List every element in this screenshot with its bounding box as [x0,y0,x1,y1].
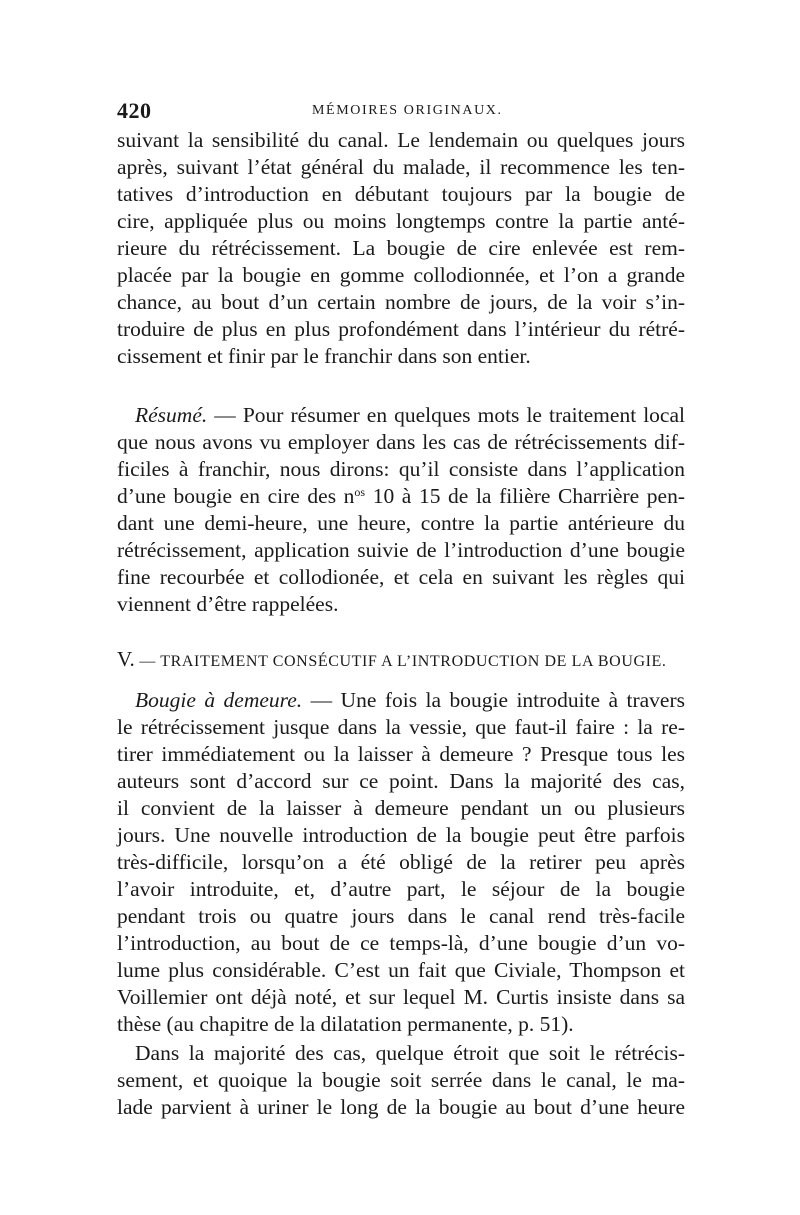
text-line: lume plus considérable. C’est un fait que Civiale, Thompson et [117,958,685,982]
page-number: 420 [117,98,152,123]
text-line: sement, et quoique la bougie soit serrée dans le canal, le ma- [117,1068,685,1092]
text-line: cire, appliquée plus ou moins longtemps contre la partie anté- [117,209,685,233]
text-line: viennent d’être rappelées. [117,592,339,616]
text-line: l’avoir introduite, et, d’autre part, le séjour de la bougie [117,877,685,901]
text-line: l’introduction, au bout de ce temps-là, d’une bougie d’un vo- [117,931,685,955]
section-numeral: V. [117,647,135,671]
text-line: lade parvient à uriner le long de la bougie au bout d’une heure [117,1095,685,1119]
text-span: — Une fois la bougie introduite à travers [302,688,685,712]
section-title: TRAITEMENT CONSÉCUTIF A L’INTRODUCTION DE LA BOUGIE. [160,653,667,670]
text-line: rétrécissement, application suivie de l’introduction d’une bougie [117,538,685,562]
text-line: cissement et finir par le franchir dans son entier. [117,344,531,368]
text-line [135,687,685,714]
text-line: troduire de plus en plus profondément dans l’intérieur du rétré- [117,317,685,341]
paragraph-label: Bougie à demeure. [135,688,303,712]
text-line: pendant trois ou quatre jours dans le canal rend très-facile [117,904,685,928]
text-line [117,483,685,510]
text-line: Dans la majorité des cas, quelque étroit que soit le rétrécis- [135,1041,685,1065]
text-line: rieure du rétrécissement. La bougie de cire enlevée est rem- [117,236,685,260]
text-line: fine recourbée et collodionée, et cela en suivant les règles qui [117,565,685,589]
section-dash: — [134,653,161,670]
text-line: chance, au bout d’un certain nombre de jours, de la voir s’in- [117,290,685,314]
text-line: thèse (au chapitre de la dilatation permanente, p. 51). [117,1012,574,1036]
section-heading [117,646,685,675]
text-line: que nous avons vu employer dans les cas de rétrécissements dif- [117,430,685,454]
text-span: — Pour résumer en quelques mots le traitement local [207,403,685,427]
running-title: MÉMOIRES ORIGINAUX. [312,103,503,118]
text-line: Voillemier ont déjà noté, et sur lequel M. Curtis insiste dans sa [117,985,685,1009]
text-line: jours. Une nouvelle introduction de la bougie peut être parfois [117,823,685,847]
superscript: os [354,485,366,499]
text-line: il convient de la laisser à demeure pendant un ou plusieurs [117,796,685,820]
page-header [117,98,685,128]
text-line [135,402,685,429]
text-line: dant une demi-heure, une heure, contre la partie antérieure du [117,511,685,535]
text-line: placée par la bougie en gomme collodionnée, et l’on a grande [117,263,685,287]
text-line: suivant la sensibilité du canal. Le lendemain ou quelques jours [117,128,685,152]
text-line: le rétrécissement jusque dans la vessie, que faut-il faire : la re- [117,715,685,739]
text-line: ficiles à franchir, nous dirons: qu’il consiste dans l’application [117,457,685,481]
paragraph-label: Résumé. [135,403,208,427]
text-line: très-difficile, lorsqu’on a été obligé de la retirer peu après [117,850,685,874]
text-span: 10 à 15 de la filière Charrière pen- [365,484,685,508]
text-line: auteurs sont d’accord sur ce point. Dans la majorité des cas, [117,769,685,793]
text-span: d’une bougie en cire des n [117,484,355,508]
text-line: après, suivant l’état général du malade, il recommence les ten- [117,155,685,179]
text-line: tirer immédiatement ou la laisser à demeure ? Presque tous les [117,742,685,766]
text-line: tatives d’introduction en débutant toujours par la bougie de [117,182,685,206]
